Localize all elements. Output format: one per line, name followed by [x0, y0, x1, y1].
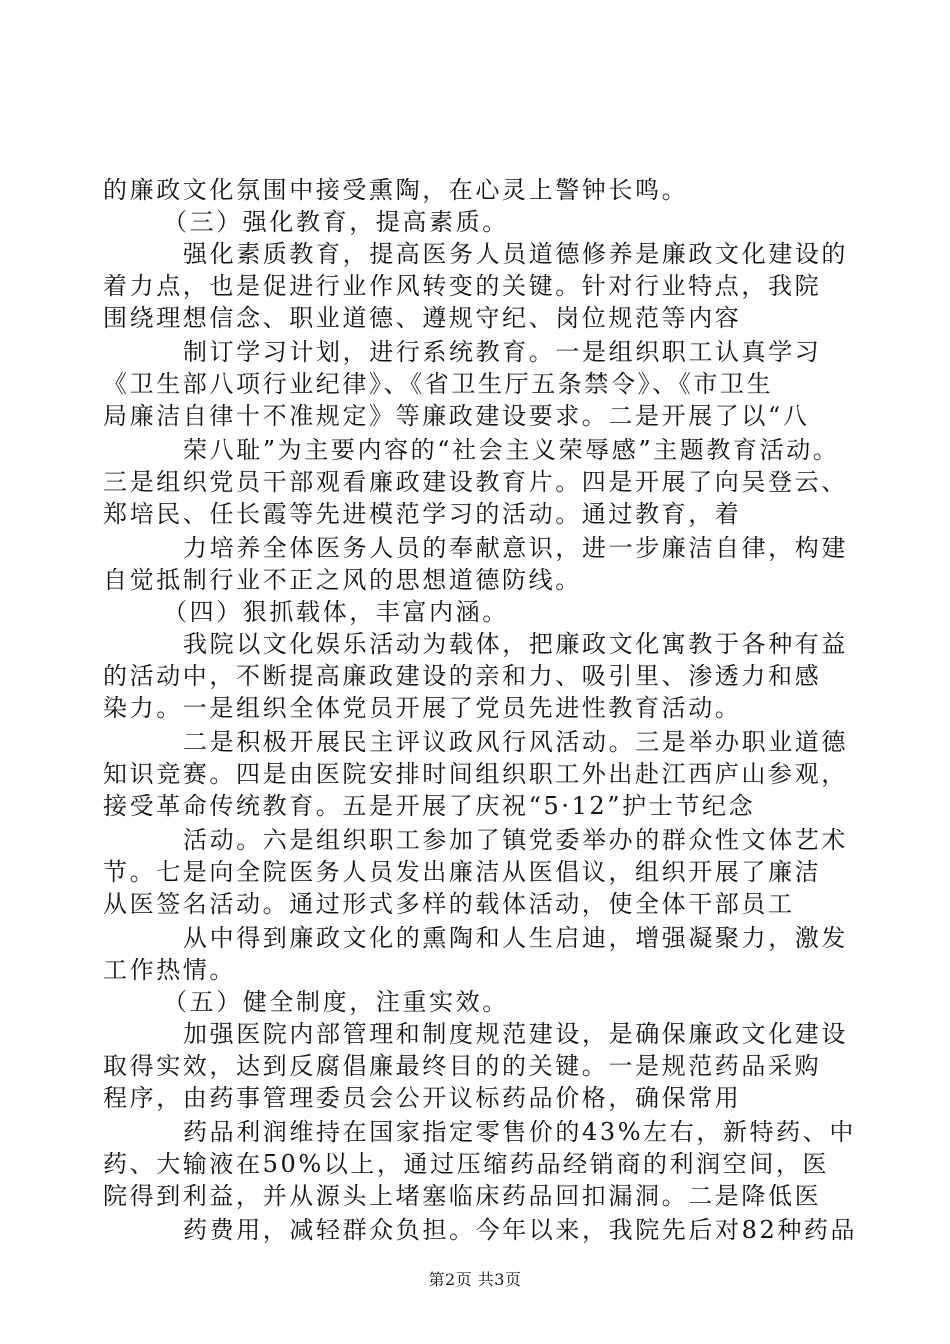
- page-number-footer: 第2页 共3页: [428, 1270, 522, 1289]
- section-heading: （三）强化教育，提高素质。: [163, 208, 509, 236]
- section-heading: （五）健全制度，注重实效。: [163, 988, 509, 1016]
- text-line: 程序，由药事管理委员会公开议标药品价格，确保常用: [103, 1084, 742, 1112]
- text-line: 院得到利益，并从源头上堵塞临床药品回扣漏洞。二是降低医: [103, 1182, 822, 1210]
- text-line: 《卫生部八项行业纪律》、《省卫生厅五条禁令》、《市卫生: [103, 370, 774, 398]
- text-line: 制订学习计划，进行系统教育。一是组织职工认真学习: [183, 338, 822, 366]
- text-line: 着力点，也是促进行业作风转变的关键。针对行业特点，我院: [103, 272, 822, 300]
- text-line: 我院以文化娱乐活动为载体，把廉政文化寓教于各种有益: [183, 630, 848, 658]
- text-line: 的活动中，不断提高廉政建设的亲和力、吸引里、渗透力和感: [103, 662, 822, 690]
- text-line: 强化素质教育，提高医务人员道德修养是廉政文化建设的: [183, 240, 848, 268]
- text-line: 加强医院内部管理和制度规范建设，是确保廉政文化建设: [183, 1020, 848, 1048]
- text-line: 的廉政文化氛围中接受熏陶，在心灵上警钟长鸣。: [103, 176, 689, 204]
- text-line: 三是组织党员干部观看廉政建设教育片。四是开展了向吴登云、: [103, 468, 848, 496]
- text-line: 围绕理想信念、职业道德、遵规守纪、岗位规范等内容: [103, 304, 742, 332]
- text-line: 工作热情。: [103, 956, 236, 984]
- text-line: 药、大输液在50%以上，通过压缩药品经销商的利润空间，医: [103, 1150, 830, 1178]
- text-line: 荣八耻”为主要内容的“社会主义荣辱感”主题教育活动。: [183, 436, 840, 464]
- text-line: 节。七是向全院医务人员发出廉洁从医倡议，组织开展了廉洁: [103, 858, 822, 886]
- text-line: 药品利润维持在国家指定零售价的43%左右，新特药、中: [183, 1118, 856, 1146]
- text-line: 染力。一是组织全体党员开展了党员先进性教育活动。: [103, 694, 742, 722]
- text-line: 郑培民、任长霞等先进模范学习的活动。通过教育，着: [103, 500, 742, 528]
- text-line: 活动。六是组织职工参加了镇党委举办的群众性文体艺术: [183, 826, 848, 854]
- text-line: 取得实效，达到反腐倡廉最终目的的关键。一是规范药品采购: [103, 1052, 822, 1080]
- text-line: 二是积极开展民主评议政风行风活动。三是举办职业道德: [183, 728, 848, 756]
- text-line: 从中得到廉政文化的熏陶和人生启迪，增强凝聚力，激发: [183, 924, 848, 952]
- text-line: 药费用，减轻群众负担。今年以来，我院先后对82种药品: [183, 1216, 858, 1244]
- text-line: 接受革命传统教育。五是开展了庆祝“5·12”护士节纪念: [103, 792, 756, 820]
- text-line: 力培养全体医务人员的奉献意识，进一步廉洁自律，构建: [183, 534, 848, 562]
- text-line: 局廉洁自律十不准规定》等廉政建设要求。二是开展了以“八: [103, 402, 810, 430]
- text-line: 知识竞赛。四是由医院安排时间组织职工外出赴江西庐山参观，: [103, 760, 848, 788]
- text-line: 自觉抵制行业不正之风的思想道德防线。: [103, 566, 582, 594]
- text-line: 从医签名活动。通过形式多样的载体活动，使全体干部员工: [103, 890, 795, 918]
- section-heading: （四）狠抓载体，丰富内涵。: [163, 598, 509, 626]
